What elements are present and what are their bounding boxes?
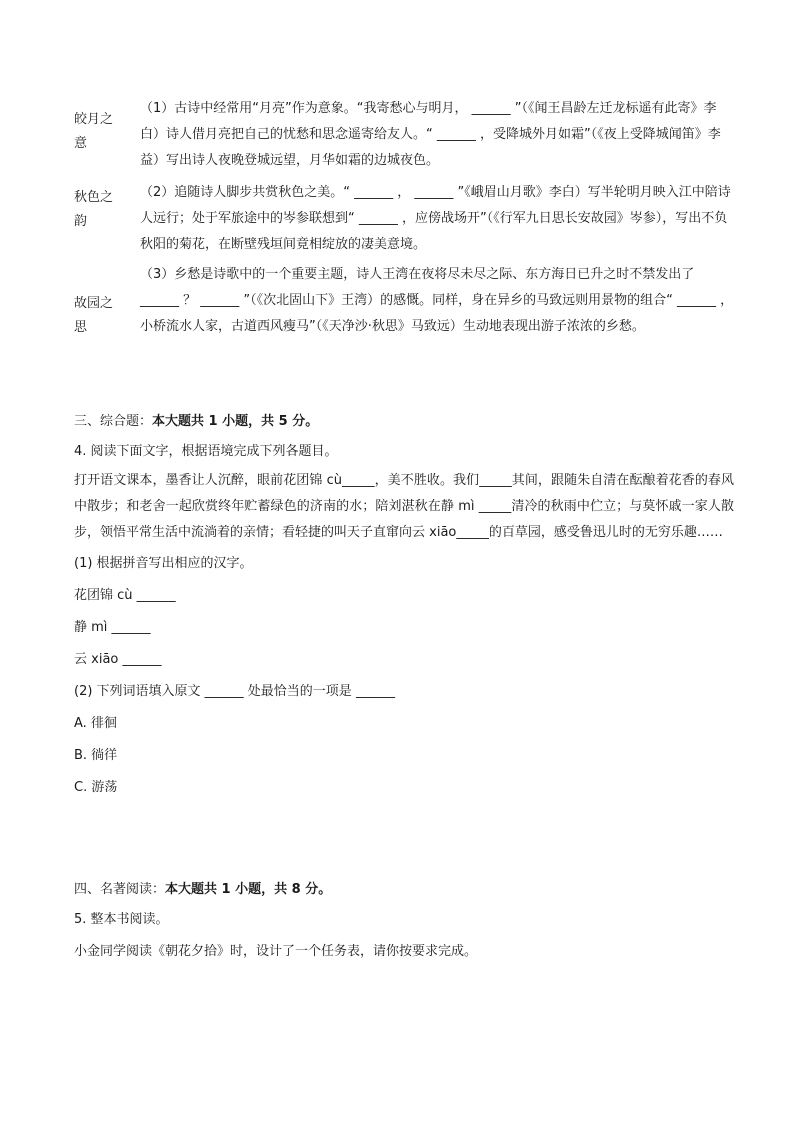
row-label: 皎月之意 (74, 112, 114, 151)
option-a: A. 徘徊 (74, 716, 117, 731)
question-intro: 4. 阅读下面文字，根据语境完成下列各题目。 (74, 444, 338, 459)
section-title-prefix: 三、综合题： (74, 414, 153, 429)
section-classics (74, 880, 734, 962)
section-title-detail: 本大题共 1 小题，共 5 分。 (152, 414, 319, 429)
row-content (120, 96, 734, 180)
reading-passage: 打开语文课本，墨香让人沉醉，眼前花团锦 cù_____，美不胜收。我们_____其间，跟随朱自清在酝酿着花香的春风中散步；和老舍一起欣赏终年贮蓄绿色的济南的水；陪刘湛秋在静 mì _____清冷的秋雨中伫立；与莫怀戚一家人散步，领悟平常生活中流淌着的亲情；看轻捷的叫天子直窜向云 xiāo_____的百草园，感受鲁迅儿时的无穷乐趣…… (74, 473, 734, 540)
section-title (74, 412, 734, 432)
option-c: C. 游荡 (74, 780, 118, 795)
section-title (74, 880, 734, 900)
row-content (120, 262, 734, 370)
question-intro: 5. 整本书阅读。 (74, 912, 169, 927)
poetry-row-autumn (74, 180, 734, 262)
poetry-row-moon (74, 96, 734, 180)
subquestion-2: (2) 下列词语填入原文 ______ 处最恰当的一项是 ______ (74, 684, 395, 699)
section-title-detail: 本大题共 1 小题，共 8 分。 (165, 882, 332, 897)
row-label: 故园之思 (74, 296, 114, 335)
row-text: （2）追随诗人脚步共赏秋色之美。“ ______ ， ______ ”《峨眉山月歌》李白）写半轮明月映入江中陪诗人远行；处于军旅途中的岑参联想到“ ______ ，应傍战场开”（《行军九日思长安故园》岑参），写出不负秋阳的菊花，在断壁残垣间竟相绽放的凄美意境。 (140, 185, 731, 252)
fill-blank-mi: 静 mì ______ (74, 620, 151, 635)
row-content (120, 180, 734, 262)
fill-blank-cu: 花团锦 cù ______ (74, 588, 176, 603)
poetry-block (74, 96, 734, 370)
section-title-prefix: 四、名著阅读： (74, 882, 166, 897)
task-description: 小金同学阅读《朝花夕拾》时，设计了一个任务表，请你按要求完成。 (74, 944, 478, 959)
row-text: （3）乡愁是诗歌中的一个重要主题，诗人王湾在夜将尽未尽之际、东方海日已升之时不禁发出了 ______ ？ ______ ”（《次北固山下》王湾）的感慨。同样，身在异乡的马致远则用景物的组合“ ______ ，小桥流水人家，古道西风瘦马”（《天净沙·秋思》马致远）生动地表现出游子浓浓的乡愁。 (140, 267, 734, 334)
subquestion-1: (1) 根据拼音写出相应的汉字。 (74, 556, 253, 571)
fill-blank-xiao: 云 xiāo ______ (74, 652, 162, 667)
option-b: B. 徜徉 (74, 748, 118, 763)
section-comprehensive (74, 412, 734, 798)
row-label: 秋色之韵 (74, 190, 114, 229)
row-text: （1）古诗中经常用“月亮”作为意象。“我寄愁心与明月， ______ ”（《闻王昌龄左迁龙标遥有此寄》李白）诗人借月亮把自己的忧愁和思念遥寄给友人。“ ______ ，受降城外月如霜”（《夜上受降城闻笛》李益）写出诗人夜晚登城远望，月华如霜的边城夜色。 (140, 101, 721, 168)
poetry-row-homesick (74, 262, 734, 370)
